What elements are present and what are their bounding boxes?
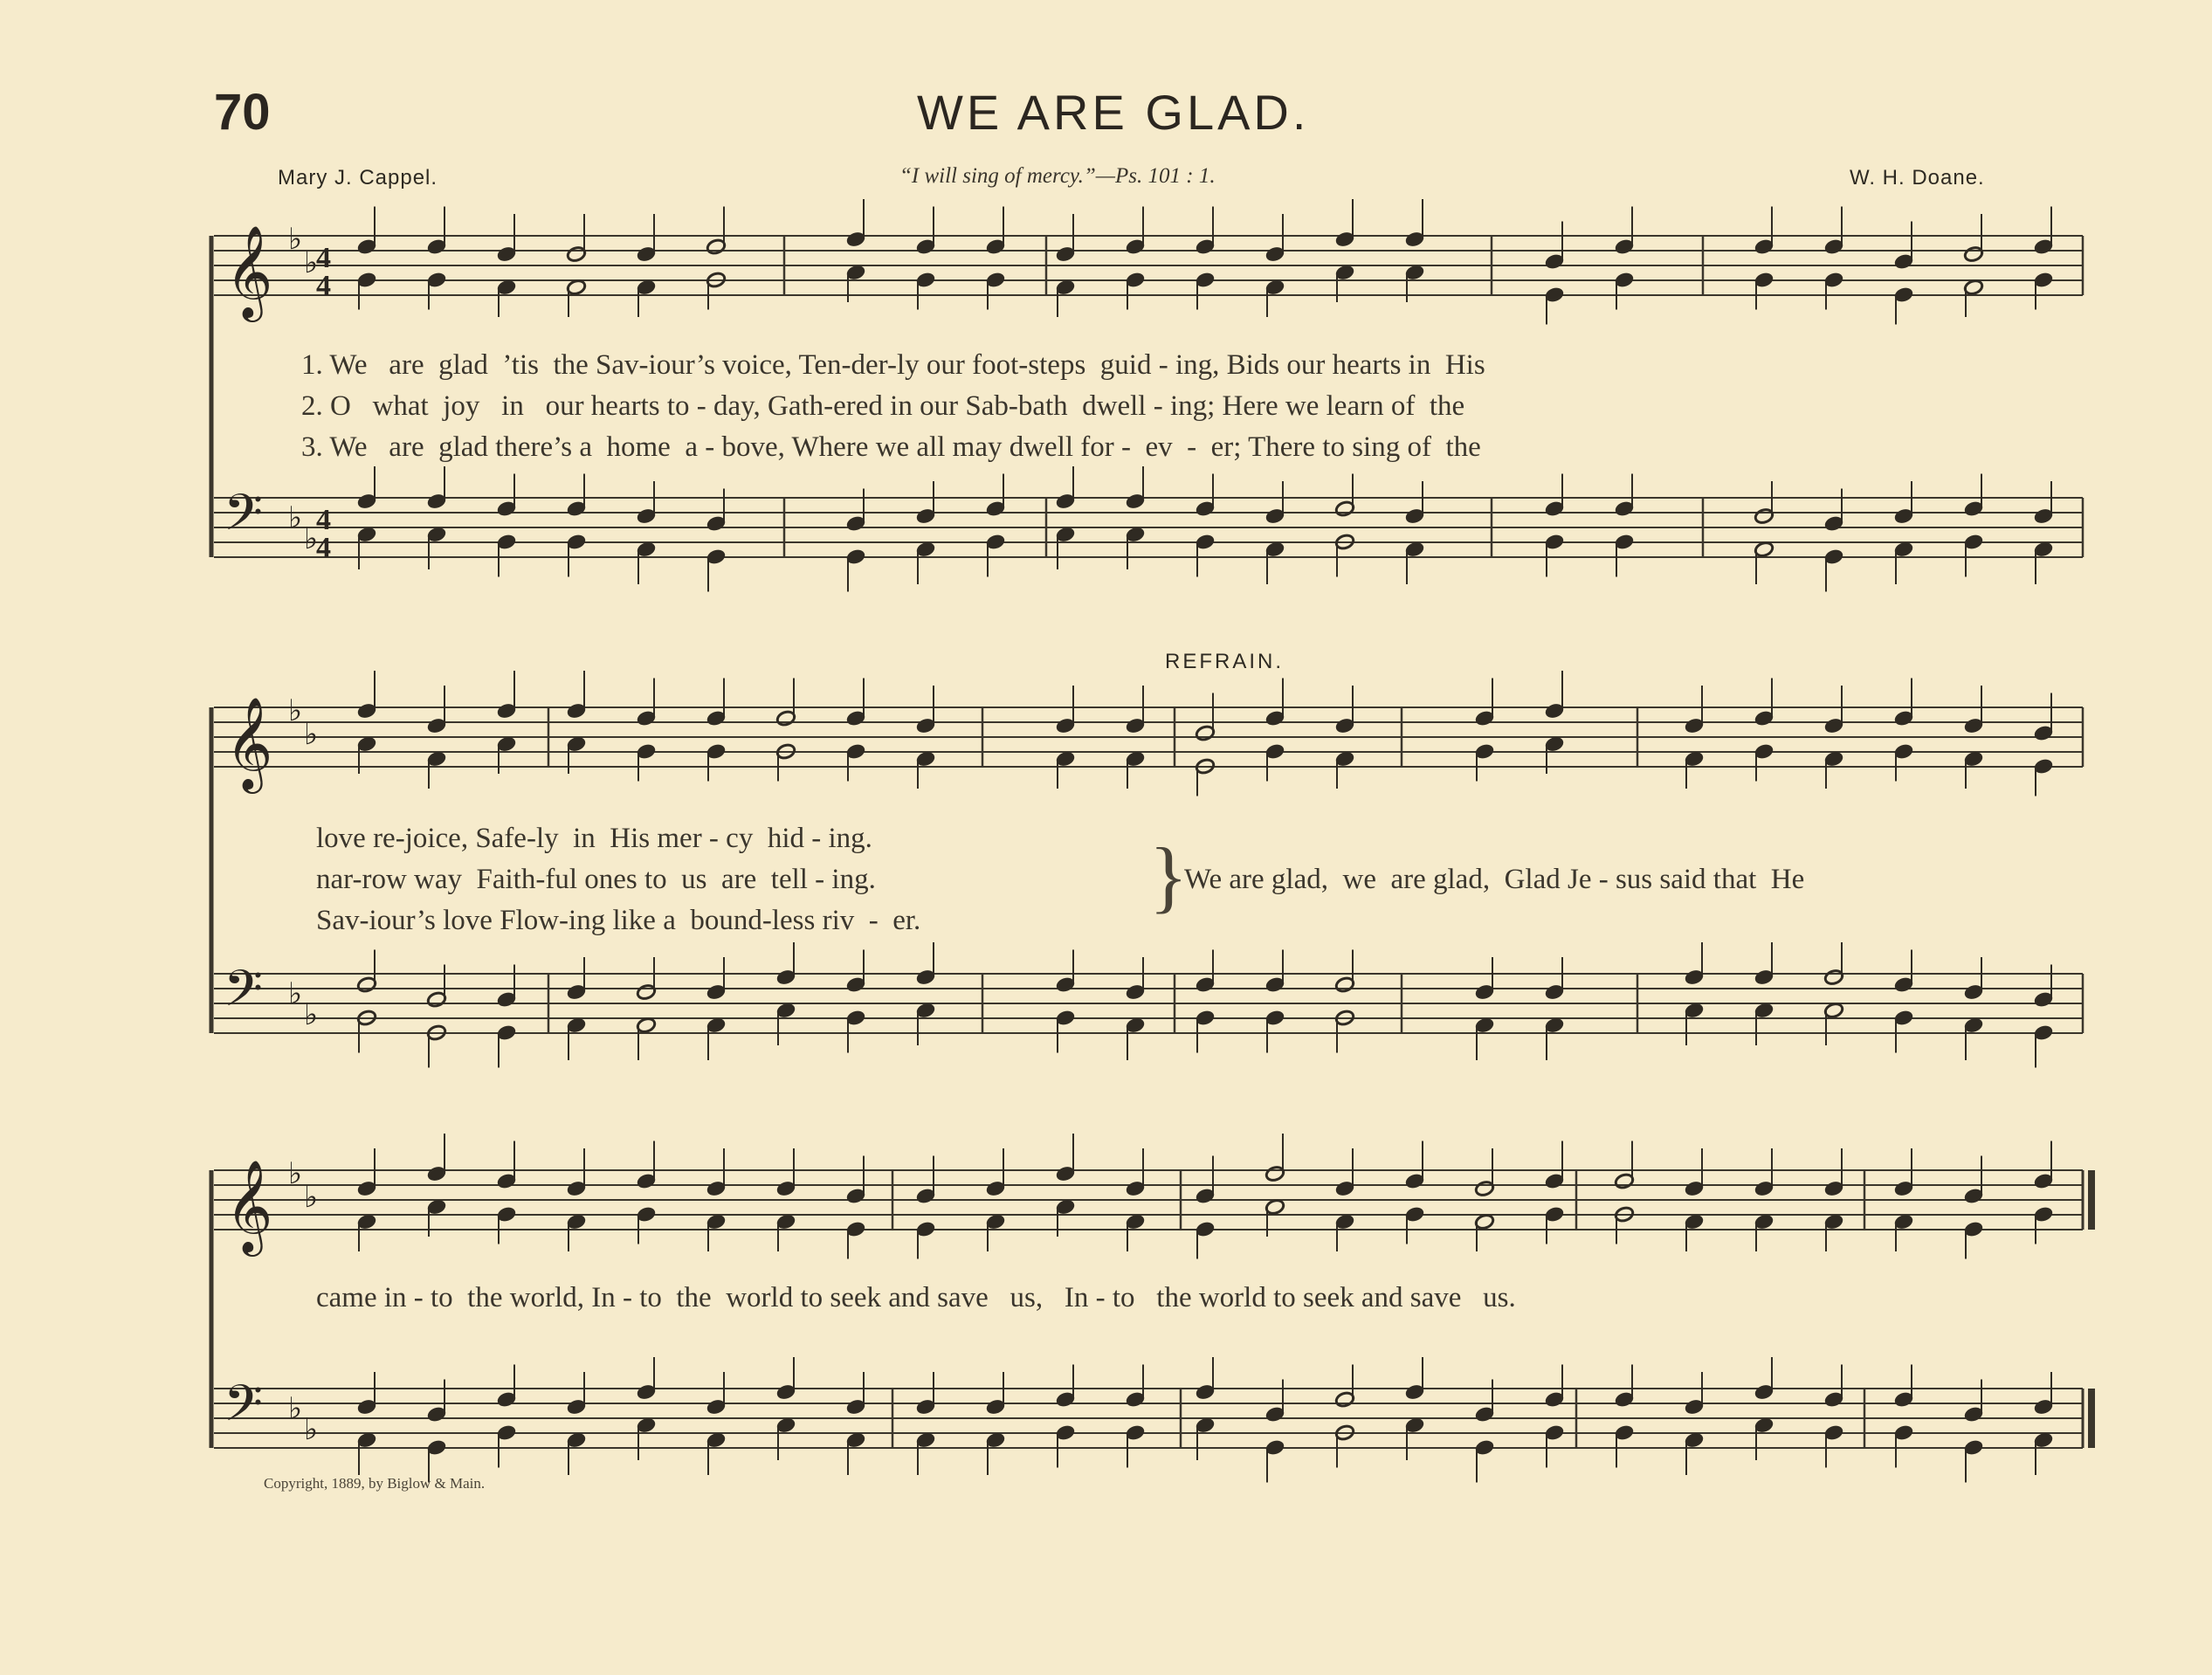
verse-1-line-1: 1. We are glad ’tis the Sav-iour’s voice, Ten-der-ly our foot-steps guid - ing, Bids our hearts in His <box>301 349 1485 381</box>
treble-clef: 𝄞 <box>225 696 273 789</box>
flat-sign: ♭ <box>288 976 303 1011</box>
bass-clef: 𝄢 <box>224 1374 264 1445</box>
treble-clef: 𝄞 <box>225 224 273 318</box>
refrain-label: REFRAIN. <box>1165 650 1285 673</box>
flat-sign: ♭ <box>304 521 319 556</box>
flat-sign: ♭ <box>288 1391 303 1426</box>
copyright-notice: Copyright, 1889, by Biglow & Main. <box>264 1475 486 1492</box>
bass-clef: 𝄢 <box>224 959 264 1031</box>
refrain-lyric-2: came in - to the world, In - to the world to seek and save us, In - to the world to seek and save us. <box>316 1282 1516 1313</box>
flat-sign: ♭ <box>288 500 303 535</box>
verse-1-line-2: love re-joice, Safe-ly in His mer - cy hid - ing. <box>316 823 872 854</box>
time-signature-bottom: 4 <box>316 532 331 564</box>
treble-clef: 𝄞 <box>225 1159 273 1252</box>
verse-2-line-2: nar-row way Faith-ful ones to us are tell - ing. <box>316 864 876 895</box>
composer-credit: W. H. Doane. <box>1850 166 1985 190</box>
time-signature-top: 4 <box>316 504 331 536</box>
bass-clef: 𝄢 <box>224 483 264 555</box>
verse-3-line-1: 3. We are glad there’s a home a - bove, Where we all may dwell for - ev - er; There to sing of the <box>301 431 1481 463</box>
flat-sign: ♭ <box>288 1156 303 1191</box>
time-signature-bottom: 4 <box>316 270 331 302</box>
scripture-reference: “I will sing of mercy.”—Ps. 101 : 1. <box>899 164 1216 188</box>
page-number: 70 <box>214 84 271 141</box>
verse-brace: } <box>1149 831 1189 920</box>
verse-2-line-1: 2. O what joy in our hearts to - day, Gath-ered in our Sab-bath dwell - ing; Here we learn of the <box>301 390 1465 422</box>
verse-3-line-2: Sav-iour’s love Flow-ing like a bound-less riv - er. <box>316 905 921 936</box>
flat-sign: ♭ <box>304 1412 319 1447</box>
flat-sign: ♭ <box>288 222 303 257</box>
flat-sign: ♭ <box>304 997 319 1032</box>
refrain-lyric-1: We are glad, we are glad, Glad Je - sus said that He <box>1184 864 1805 895</box>
flat-sign: ♭ <box>288 693 303 728</box>
flat-sign: ♭ <box>304 717 319 752</box>
author-credit: Mary J. Cappel. <box>278 166 438 190</box>
flat-sign: ♭ <box>304 1180 319 1215</box>
time-signature-top: 4 <box>316 242 331 274</box>
hymn-title: WE ARE GLAD. <box>917 85 1310 140</box>
flat-sign: ♭ <box>304 245 319 280</box>
